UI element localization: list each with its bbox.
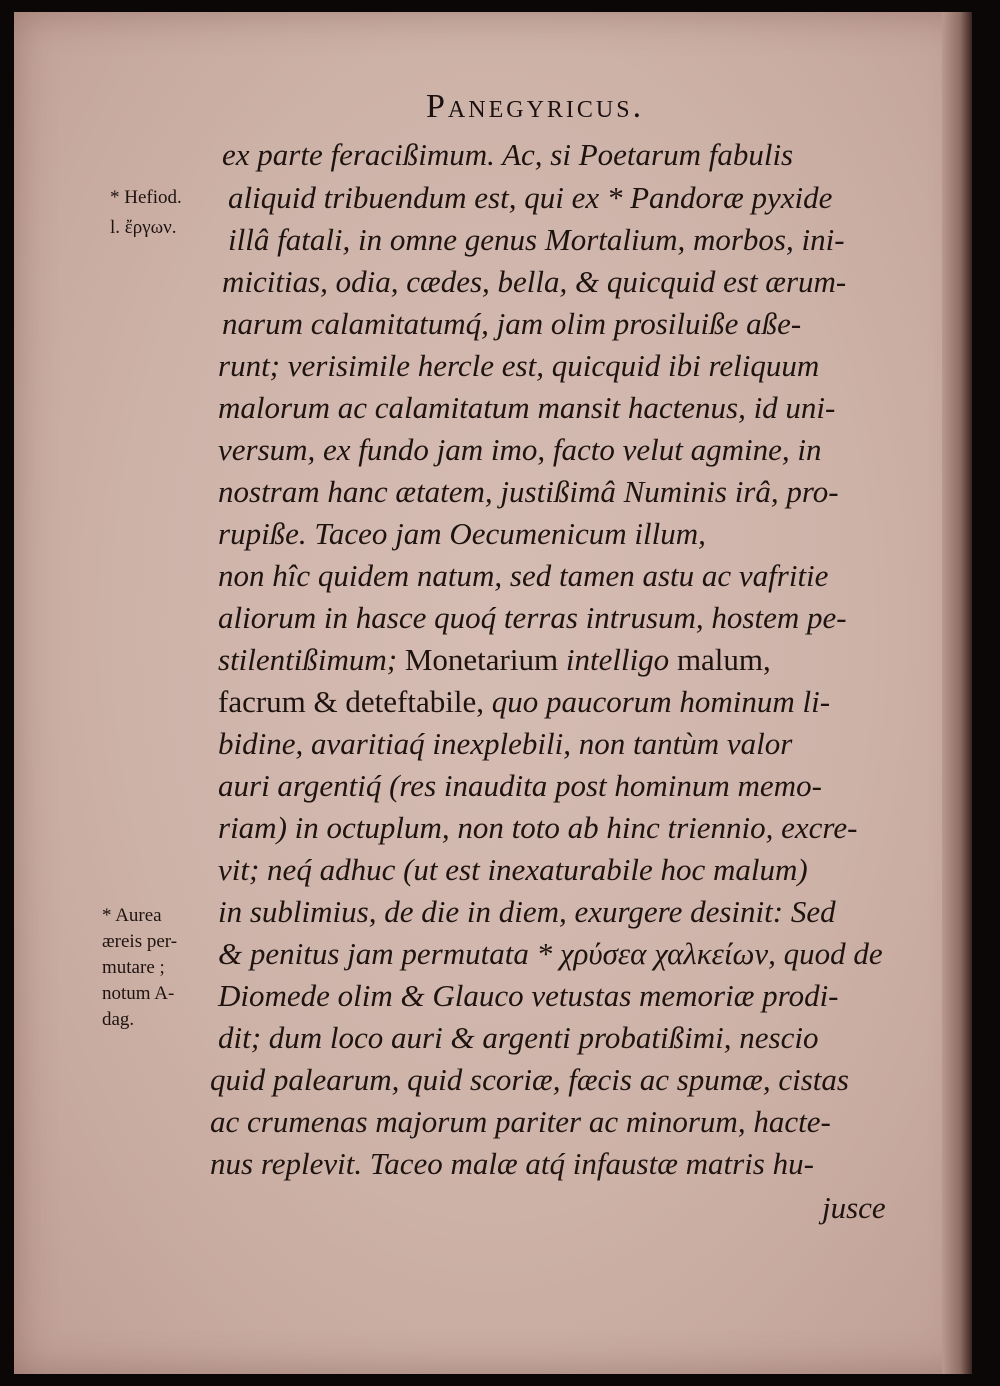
page-gutter-shadow <box>942 12 972 1374</box>
text-line-14 <box>218 686 830 717</box>
text-line-13-italic-2: intelligo <box>565 642 670 677</box>
text-line-10: rupiße. Taceo jam Oecumenicum illum, <box>218 516 706 551</box>
text-line-13 <box>218 644 771 675</box>
text-line-6: runt; verisimile hercle est, quicquid ibi reliquum <box>218 348 820 383</box>
text-line-23: quid palearum, quid scoriæ, fæcis ac spumæ, cistas <box>210 1062 849 1097</box>
margin-note-2-line-1: * Aurea <box>102 905 162 926</box>
text-line-8: versum, ex fundo jam imo, facto velut agmine, in <box>218 432 822 467</box>
text-line-25: nus replevit. Taceo malæ atq́ infaustæ matris hu- <box>210 1146 814 1181</box>
text-line-16: auri argentiq́ (res inaudita post hominum memo- <box>218 768 822 803</box>
text-line-5: narum calamitatumq́, jam olim prosiluiße aße- <box>222 306 802 341</box>
margin-note-2-line-3: mutare ; <box>102 957 165 978</box>
margin-note-2-line-5: dag. <box>102 1009 135 1030</box>
text-line-21: Diomede olim & Glauco vetustas memoriæ prodi- <box>218 978 839 1013</box>
text-line-3: illâ fatali, in omne genus Mortalium, morbos, ini- <box>228 222 845 257</box>
text-line-22: dit; dum loco auri & argenti probatißimi, nescio <box>218 1020 819 1055</box>
book-page <box>14 12 972 1374</box>
text-line-14-italic: quo paucorum hominum li- <box>491 684 831 719</box>
text-line-15: bidine, avaritiaq́ inexplebili, non tantùm valor <box>218 726 793 761</box>
text-line-14-roman: facrum & deteftabile, <box>218 684 484 719</box>
margin-note-1-line-1: * Hefiod. <box>110 187 182 208</box>
text-line-9: nostram hanc ætatem, justißimâ Numinis irâ, pro- <box>218 474 839 509</box>
text-line-18: vit; neq́ adhuc (ut est inexaturabile hoc malum) <box>218 852 808 887</box>
text-line-17: riam) in octuplum, non toto ab hinc triennio, excre- <box>218 810 858 845</box>
text-line-11: non hîc quidem natum, sed tamen astu ac vafritie <box>218 558 829 593</box>
margin-note-1-line-2: l. ἔργων. <box>110 217 177 238</box>
text-line-13-roman-2: malum, <box>676 642 771 677</box>
text-line-19: in sublimius, de die in diem, exurgere desinit: Sed <box>218 894 836 929</box>
text-line-7: malorum ac calamitatum mansit hactenus, id uni- <box>218 390 836 425</box>
catchword: jusce <box>822 1190 886 1225</box>
text-line-2: aliquid tribuendum est, qui ex * Pandoræ pyxide <box>228 180 833 215</box>
running-header: Panegyricus. <box>426 88 645 125</box>
text-line-13-italic: stilentißimum; <box>218 642 398 677</box>
text-line-12: aliorum in hasce quoq́ terras intrusum, hostem pe- <box>218 600 847 635</box>
text-line-13-roman-1: Monetarium <box>404 642 559 677</box>
margin-note-2-line-2: æreis per- <box>102 931 178 952</box>
margin-note-2-line-4: notum A- <box>102 983 175 1004</box>
text-line-20: & penitus jam permutata * χρύσεα χαλκείων, quod de <box>218 936 883 971</box>
text-line-1: ex parte feracißimum. Ac, si Poetarum fabulis <box>222 137 794 172</box>
text-line-24: ac crumenas majorum pariter ac minorum, hacte- <box>210 1104 831 1139</box>
text-line-4: micitias, odia, cædes, bella, & quicquid est ærum- <box>222 264 847 299</box>
